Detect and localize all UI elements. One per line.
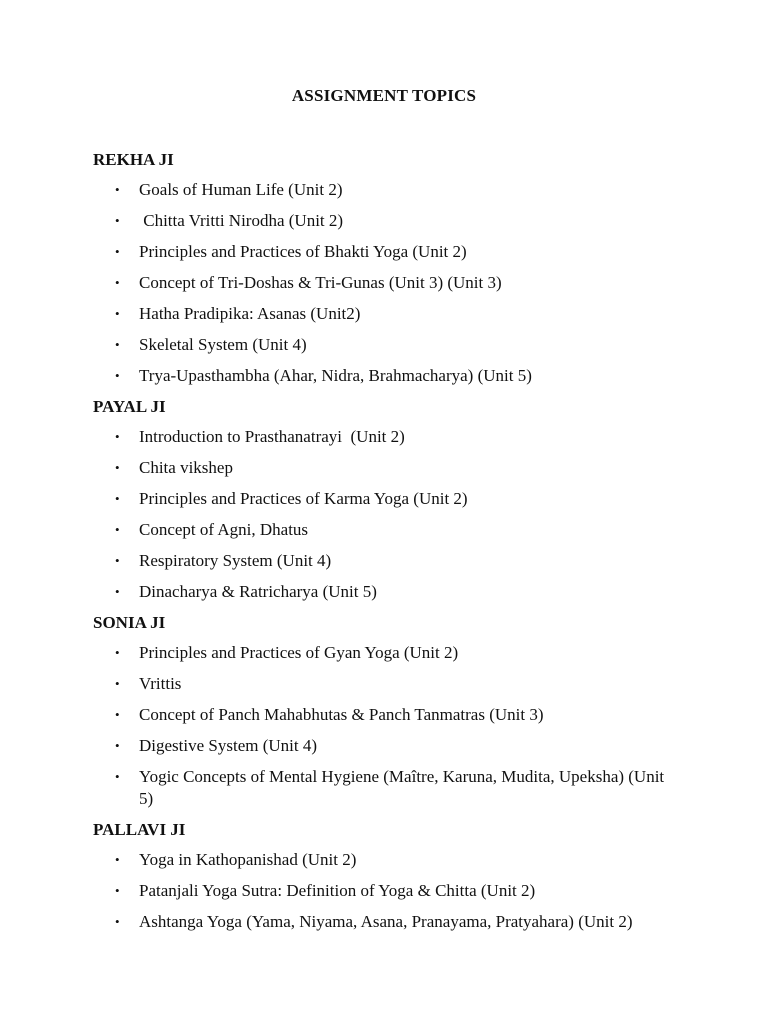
bullet-icon: • <box>115 460 120 475</box>
topic-text: Patanjali Yoga Sutra: Definition of Yoga & Chitta (Unit 2) <box>139 881 536 900</box>
topic-text: Digestive System (Unit 4) <box>139 736 318 755</box>
section-pallavi-ji <box>93 818 693 933</box>
list-item <box>93 550 693 572</box>
list-item <box>93 365 693 387</box>
list-item <box>93 303 693 325</box>
bullet-icon: • <box>115 182 120 197</box>
list-item <box>93 426 693 448</box>
list-item <box>93 272 693 294</box>
topic-text: Hatha Pradipika: Asanas (Unit2) <box>139 304 361 323</box>
section-payal-ji <box>93 395 693 603</box>
topic-text: Introduction to Prasthanatrayi (Unit 2) <box>139 427 405 446</box>
bullet-icon: • <box>115 738 120 753</box>
bullet-icon: • <box>115 368 120 383</box>
list-item <box>93 519 693 541</box>
topic-text: Concept of Agni, Dhatus <box>139 520 309 539</box>
bullet-icon: • <box>115 213 120 228</box>
topic-text: Chita vikshep <box>139 458 233 477</box>
bullet-icon: • <box>115 883 120 898</box>
bullet-icon: • <box>115 522 120 537</box>
topic-text: Dinacharya & Ratricharya (Unit 5) <box>139 582 377 601</box>
bullet-icon: • <box>115 584 120 599</box>
bullet-icon: • <box>115 707 120 722</box>
topic-list <box>93 179 693 387</box>
section-heading: REKHA JI <box>93 150 174 169</box>
list-item <box>93 673 693 695</box>
section-rekha-ji <box>93 148 693 387</box>
topic-text: Respiratory System (Unit 4) <box>139 551 332 570</box>
document-title: ASSIGNMENT TOPICS <box>291 86 477 105</box>
list-item <box>93 457 693 479</box>
topic-text: Skeletal System (Unit 4) <box>139 335 307 354</box>
bullet-icon: • <box>115 337 120 352</box>
topic-list <box>93 849 693 933</box>
bullet-icon: • <box>115 244 120 259</box>
list-item <box>93 488 693 510</box>
bullet-icon: • <box>115 553 120 568</box>
bullet-icon: • <box>115 429 120 444</box>
bullet-icon: • <box>115 852 120 867</box>
bullet-icon: • <box>115 676 120 691</box>
list-item <box>93 241 693 263</box>
bullet-icon: • <box>115 769 120 784</box>
list-item <box>93 704 693 726</box>
topic-list <box>93 642 693 810</box>
list-item <box>93 880 693 902</box>
topic-text: Principles and Practices of Gyan Yoga (Unit 2) <box>139 643 459 662</box>
bullet-icon: • <box>115 645 120 660</box>
topic-list <box>93 426 693 603</box>
topic-text: Trya-Upasthambha (Ahar, Nidra, Brahmacharya) (Unit 5) <box>139 366 532 385</box>
topic-text: Goals of Human Life (Unit 2) <box>139 180 343 199</box>
topic-text: Concept of Panch Mahabhutas & Panch Tanmatras (Unit 3) <box>139 705 544 724</box>
list-item <box>93 334 693 356</box>
topic-text: Yogic Concepts of Mental Hygiene (Maître, Karuna, Mudita, Upeksha) (Unit 5) <box>139 767 669 808</box>
topic-text: Chitta Vritti Nirodha (Unit 2) <box>139 211 344 230</box>
topic-text: Yoga in Kathopanishad (Unit 2) <box>139 850 357 869</box>
topic-text: Vrittis <box>139 674 182 693</box>
topic-text: Principles and Practices of Karma Yoga (Unit 2) <box>139 489 468 508</box>
list-item <box>93 735 693 757</box>
list-item <box>93 911 693 933</box>
bullet-icon: • <box>115 914 120 929</box>
list-item <box>93 179 693 201</box>
section-sonia-ji <box>93 611 693 810</box>
section-heading: SONIA JI <box>93 613 166 632</box>
bullet-icon: • <box>115 491 120 506</box>
topic-text: Principles and Practices of Bhakti Yoga (Unit 2) <box>139 242 467 261</box>
topic-text: Ashtanga Yoga (Yama, Niyama, Asana, Pranayama, Pratyahara) (Unit 2) <box>139 912 633 931</box>
bullet-icon: • <box>115 275 120 290</box>
list-item <box>93 849 693 871</box>
list-item <box>93 766 693 810</box>
topic-text: Concept of Tri-Doshas & Tri-Gunas (Unit 3) (Unit 3) <box>139 273 502 292</box>
list-item <box>93 642 693 664</box>
section-heading: PALLAVI JI <box>93 820 186 839</box>
list-item <box>93 581 693 603</box>
list-item <box>93 210 693 232</box>
bullet-icon: • <box>115 306 120 321</box>
sections-container <box>93 148 693 933</box>
section-heading: PAYAL JI <box>93 397 166 416</box>
